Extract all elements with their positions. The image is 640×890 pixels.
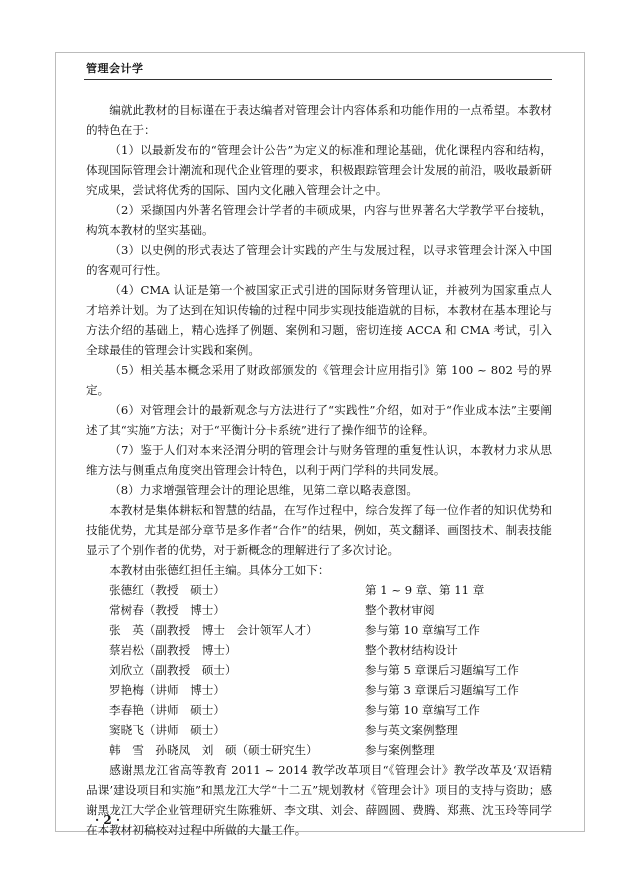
staff-name: 常树春（教授 博士） [109,603,225,617]
paragraph-authorship: 本教材是集体耕耘和智慧的结晶，在写作过程中，综合发挥了每一位作者的知识优势和技能优势，尤其是部分章节是多作者“合作”的结果，例如，英文翻译、画图技术、制表技能显示了个别作者的优势，对于新概念的理解进行了多次讨论。 [86,503,552,557]
staff-row [86,680,552,700]
staff-task: 整个教材结构设计 [365,643,458,657]
paragraph-feature-4: （4）CMA 认证是第一个被国家正式引进的国际财务管理认证，并被列为国家重点人才培养计划。为了达到在知识传输的过程中同步实现技能造就的目标，本教材在基本理论与方法介绍的基础上，精心选择了例题、案例和习题，密切连接 ACCA 和 CMA 考试，引入全球最佳的管理会计实践和案例。 [86,283,552,357]
staff-row [86,720,552,740]
staff-row [86,600,552,620]
staff-task: 参与英文案例整理 [365,723,458,737]
paragraph-feature-8: （8）力求增强管理会计的理论思维，见第二章以略表意图。 [109,483,419,497]
paragraph-intro: 编就此教材的目标谨在于表达编者对管理会计内容体系和功能作用的一点希望。本教材的特色在于： [86,103,552,137]
staff-name: 韩 雪 孙晓凤 刘 硕（硕士研究生） [109,743,318,757]
staff-task: 第 1 ~ 9 章、第 11 章 [365,583,485,597]
paragraph-acknowledgement: 感谢黑龙江省高等教育 2011 ~ 2014 教学改革项目“《管理会计》教学改革及‘双语精品课’建设项目和实施”和黑龙江大学“十二五”规划教材《管理会计》项目的支持与资助；感谢黑龙江大学企业管理研究生陈雅妍、李文琪、刘会、薛圆圆、费腾、郑燕、沈玉玲等同学在本教材初稿校对过程中所做的大量工作。 [86,763,552,837]
staff-task: 参与第 10 章编写工作 [365,623,480,637]
staff-name: 窦晓飞（讲师 硕士） [109,723,225,737]
paragraph-division-intro: 本教材由张德红担任主编。具体分工如下： [109,563,330,577]
header-rule [84,79,552,80]
paragraph-feature-6: （6）对管理会计的最新观念与方法进行了“实践性”介绍，如对于“作业成本法”主要阐述了其“实施”方法；对于“平衡计分卡系统”进行了操作细节的诠释。 [86,403,552,437]
paragraph-feature-5: （5）相关基本概念采用了财政部颁发的《管理会计应用指引》第 100 ~ 802 号的界定。 [86,363,552,397]
staff-task: 参与第 5 章课后习题编写工作 [365,663,519,677]
staff-row [86,640,552,660]
staff-task: 参与案例整理 [365,743,435,757]
staff-row [86,660,552,680]
staff-name: 蔡岩松（副教授 博士） [109,643,237,657]
paragraph-feature-2: （2）采撷国内外著名管理会计学者的丰硕成果，内容与世界著名大学教学平台接轨，构筑本教材的坚实基础。 [86,203,552,237]
staff-task: 参与第 10 章编写工作 [365,703,480,717]
paragraph-feature-1: （1）以最新发布的“管理会计公告”为定义的标准和理论基础，优化课程内容和结构，体现国际管理会计潮流和现代企业管理的要求，积极跟踪管理会计发展的前沿，吸收最新研究成果，尝试将优秀的国际、国内文化融入管理会计之中。 [86,143,552,197]
page-number: · 2 · [95,813,121,827]
staff-name: 罗艳梅（讲师 博士） [109,683,225,697]
staff-name: 张 英（副教授 博士 会计领军人才） [109,623,318,637]
staff-task: 参与第 3 章课后习题编写工作 [365,683,519,697]
staff-row [86,700,552,720]
staff-row [86,580,552,600]
staff-task: 整个教材审阅 [365,603,435,617]
staff-row [86,740,552,760]
running-head: 管理会计学 [86,62,144,75]
staff-name: 李春艳（讲师 硕士） [109,703,225,717]
paragraph-feature-7: （7）鉴于人们对本来泾渭分明的管理会计与财务管理的重复性认识，本教材力求从思维方法与侧重点角度突出管理会计特色，以利于两门学科的共同发展。 [86,443,552,477]
staff-row [86,620,552,640]
staff-name: 张德红（教授 硕士） [109,583,225,597]
paragraph-feature-3: （3）以史例的形式表达了管理会计实践的产生与发展过程，以寻求管理会计深入中国的客观可行性。 [86,243,552,277]
staff-name: 刘欣立（副教授 硕士） [109,663,237,677]
body-text [86,100,552,840]
staff-list [86,580,552,760]
